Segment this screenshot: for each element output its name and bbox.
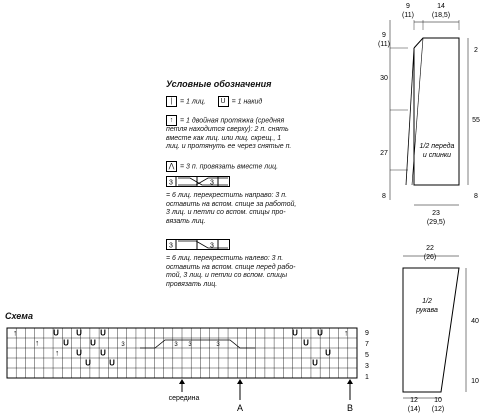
dd-text-2: петля находится сверху): 2 п. снять xyxy=(166,126,289,133)
cr-text-4: вязать лиц. xyxy=(166,217,206,225)
cable-left-symbol xyxy=(166,239,230,251)
yarn-over-text: = 1 накид xyxy=(231,98,263,106)
sleeve-top: 22 xyxy=(426,245,434,252)
scheme-yo-12: U xyxy=(109,358,115,368)
fb-left-top: 9 xyxy=(382,32,386,39)
cr-text-1: = 6 лиц. перекрестить направо: 3 п. xyxy=(166,192,288,199)
sleeve-label-1: 1/2 xyxy=(422,298,432,305)
cable-right-num-a: 3 xyxy=(169,179,173,187)
fb-bottom: 23 xyxy=(432,210,440,217)
scheme-cable-num-1: 3 xyxy=(121,342,125,348)
sleeve-pattern xyxy=(350,240,480,413)
cable-right-num-b: 3 xyxy=(210,179,214,187)
dd-text-3: вместе как лиц. или лиц. скрещ., 1 xyxy=(166,134,282,142)
knit-symbol: | xyxy=(166,96,177,107)
cable-right-symbol xyxy=(166,176,230,188)
dd-text-4: лиц. и протянуть ее через снятые п. xyxy=(166,143,292,150)
scheme-middle-label: середина xyxy=(168,395,200,402)
scheme-yo-3: U xyxy=(100,328,106,338)
fb-right-8: 8 xyxy=(474,193,478,200)
cl-text-3: той, 3 лиц. и петли со вспом. спицы xyxy=(166,272,288,279)
fb-top-neck: 9 xyxy=(406,3,410,10)
scheme-yo-1: U xyxy=(53,328,59,338)
legend-k3tog xyxy=(166,161,278,172)
scheme-yo-2: U xyxy=(76,328,82,338)
cl-text-1: = 6 лиц. перекрестить налево: 3 п. xyxy=(166,255,284,262)
yarn-over-symbol: U xyxy=(218,96,229,107)
fb-top-shoulder: 14 xyxy=(437,3,445,10)
sleeve-bottom-left-sub: (14) xyxy=(407,406,421,413)
double-decrease-symbol: ↑ xyxy=(166,115,177,126)
scheme-yo-5: U xyxy=(317,328,323,338)
legend-title: Условные обозначения xyxy=(166,79,272,89)
sleeve-bottom-right: 10 xyxy=(434,397,442,404)
front-back-pattern xyxy=(350,0,480,230)
scheme-label-a: A xyxy=(236,403,244,413)
scheme-row-5: 5 xyxy=(365,352,369,359)
cable-left-num-b: 3 xyxy=(210,242,214,250)
scheme-cable-num-2: 3 xyxy=(174,342,178,348)
scheme-yo-9: U xyxy=(76,348,82,358)
cr-text-2: оставить на вспом. спице за работой, xyxy=(166,200,297,208)
scheme-cable-num-4: 3 xyxy=(216,342,220,348)
scheme-yo-8: U xyxy=(303,338,309,348)
scheme-row-9: 9 xyxy=(365,330,369,337)
legend-cable-right xyxy=(166,192,296,226)
sleeve-label-2: рукава xyxy=(416,307,438,314)
cl-text-2: оставить на вспом. спице перед рабо- xyxy=(166,263,296,271)
fb-label-2: и спинки xyxy=(422,152,452,159)
dd-text-1: = 1 двойная протяжка (средняя xyxy=(180,117,285,125)
scheme-yo-10: U xyxy=(100,348,106,358)
sleeve-top-sub: (26) xyxy=(423,254,437,261)
fb-label-1: 1/2 переда xyxy=(419,143,455,150)
scheme-row-3: 3 xyxy=(365,363,369,370)
fb-right-55: 55 xyxy=(472,117,480,124)
fb-left-top-sub: (11) xyxy=(378,41,390,48)
scheme-label-b: B xyxy=(346,403,354,413)
scheme-row-7: 7 xyxy=(365,341,369,348)
scheme-dd-2: ↑ xyxy=(35,338,39,348)
fb-top-shoulder-sub: (18,5) xyxy=(431,12,451,19)
fb-bottom-sub: (29,5) xyxy=(426,219,446,226)
k3tog-text: = 3 п. провязать вместе лиц. xyxy=(180,163,279,171)
scheme-yo-7: U xyxy=(90,338,96,348)
sleeve-right-40: 40 xyxy=(471,318,479,325)
cl-text-4: провязать лиц. xyxy=(166,280,218,288)
scheme-yo-4: U xyxy=(292,328,298,338)
sleeve-right-10: 10 xyxy=(471,378,479,385)
fb-left-8: 8 xyxy=(382,193,386,200)
scheme-title: Схема xyxy=(5,311,33,321)
sleeve-bottom-left: 12 xyxy=(410,397,418,404)
cr-text-3: 3 лиц. и петли со вспом. спицы про- xyxy=(166,209,286,216)
scheme-dd-3: ↑ xyxy=(55,348,59,358)
legend-double-decrease xyxy=(166,115,291,152)
k3tog-symbol: ⋀ xyxy=(166,161,177,172)
cable-left-num-a: 3 xyxy=(169,242,173,250)
scheme-dd-1: ↑ xyxy=(13,328,17,338)
scheme-yo-6: U xyxy=(63,338,69,348)
scheme-row-1: 1 xyxy=(365,374,369,381)
scheme-chart xyxy=(0,320,380,413)
scheme-yo-11: U xyxy=(85,358,91,368)
legend-knit-yo xyxy=(166,96,262,107)
knit-text: = 1 лиц. xyxy=(180,98,206,106)
fb-left-27: 27 xyxy=(380,150,388,157)
fb-left-30: 30 xyxy=(380,75,388,82)
legend-cable-left xyxy=(166,255,295,289)
scheme-dd-4: ↑ xyxy=(344,328,348,338)
scheme-cable-num-3: 3 xyxy=(188,342,192,348)
fb-top-neck-sub: (11) xyxy=(402,12,414,19)
scheme-yo-13: U xyxy=(325,348,331,358)
scheme-yo-14: U xyxy=(312,358,318,368)
sleeve-bottom-right-sub: (12) xyxy=(431,406,445,413)
fb-right-top: 2 xyxy=(474,47,478,54)
